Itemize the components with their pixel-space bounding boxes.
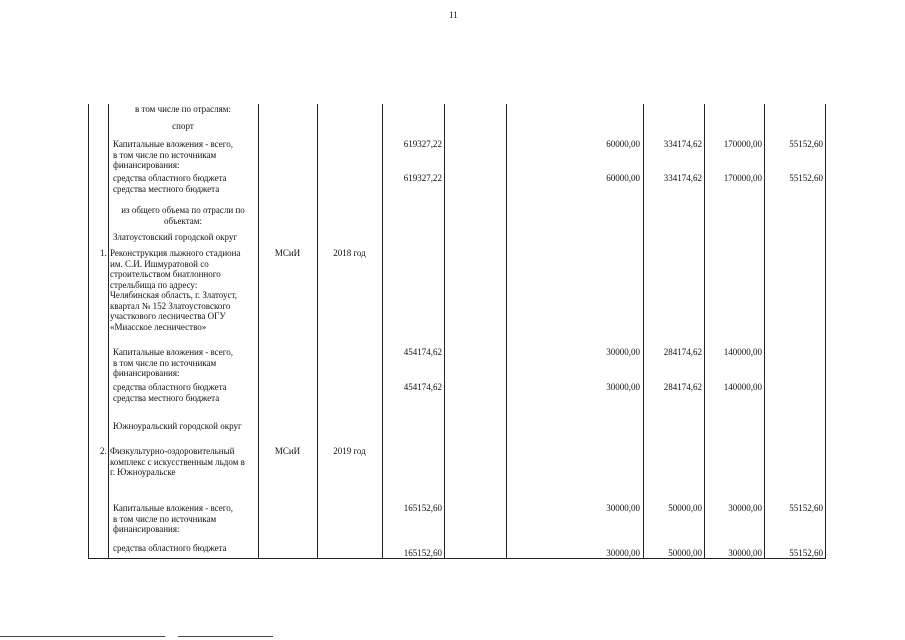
object1-total-value: 140000,00 (723, 347, 762, 357)
budget-table (88, 104, 826, 559)
object1-number: 1. (100, 248, 107, 258)
object1-name: Реконструкция лыжного стадиона им. С.И. Ишмуратовой со строительством биатлонного стрельбища по адресу: Челябинская область, г. Златоуст, квартал № 152 Златоустовского участкового лесничества ОГУ «Миасское лесничество» (110, 248, 241, 332)
object1-budget-value: 30000,00 (606, 382, 640, 392)
total-label: Капитальные вложения - всего, в том числе по источникам финансирования: (113, 139, 233, 170)
total-value: 60000,00 (606, 139, 640, 149)
object2-district: Южноуральский городской округ (113, 421, 242, 431)
object2-budget-value: 50000,00 (668, 548, 702, 558)
budget-labels: средства областного бюджета средства местного бюджета (113, 173, 227, 194)
object2-total-value: 165152,60 (403, 503, 442, 513)
object1-budget-value: 284174,62 (663, 382, 702, 392)
col-line (825, 104, 826, 559)
object1-budget-value: 454174,62 (403, 382, 442, 392)
object1-total-value: 284174,62 (663, 347, 702, 357)
objects-header: из общего объема по отрасли по объектам: (121, 205, 245, 226)
footer-line (178, 636, 273, 637)
col-line (258, 104, 259, 559)
object1-budget-labels: средства областного бюджета средства местного бюджета (113, 382, 227, 403)
object1-total-value: 30000,00 (606, 347, 640, 357)
col-line (444, 104, 445, 559)
object2-budget-value: 55152,60 (789, 548, 823, 558)
object2-total-value: 55152,60 (789, 503, 823, 513)
object1-district: Златоустовский городской округ (113, 232, 238, 242)
footer-line (0, 636, 165, 637)
budget-value: 619327,22 (403, 173, 442, 183)
object1-total-value: 454174,62 (403, 347, 442, 357)
total-value: 619327,22 (403, 139, 442, 149)
object2-name: Физкультурно-оздоровительный комплекс с искусственным льдом в г. Южноуральске (110, 446, 245, 477)
object2-total-value: 30000,00 (606, 503, 640, 513)
object2-total-value: 50000,00 (668, 503, 702, 513)
sectors-subheader: в том числе по отраслям: (135, 104, 231, 114)
object2-budget-value: 165152,60 (403, 548, 442, 558)
object2-budget-value: 30000,00 (728, 548, 762, 558)
page-number: 11 (449, 10, 458, 20)
object2-total-value: 30000,00 (728, 503, 762, 513)
sector-name: спорт (172, 121, 194, 131)
object1-budget-value: 140000,00 (723, 382, 762, 392)
total-value: 170000,00 (723, 139, 762, 149)
budget-value: 60000,00 (606, 173, 640, 183)
object2-budget-value: 30000,00 (606, 548, 640, 558)
col-line (108, 104, 109, 559)
col-line (317, 104, 318, 559)
budget-value: 55152,60 (789, 173, 823, 183)
total-value: 334174,62 (663, 139, 702, 149)
object1-customer: МСиИ (274, 248, 301, 258)
object2-year: 2019 год (333, 446, 366, 456)
budget-value: 334174,62 (663, 173, 702, 183)
object2-customer: МСиИ (274, 446, 301, 456)
object1-total-label: Капитальные вложения - всего, в том числе по источникам финансирования: (113, 347, 233, 378)
object1-year: 2018 год (333, 248, 366, 258)
budget-value: 170000,00 (723, 173, 762, 183)
object2-number: 2. (100, 446, 107, 456)
object2-budget-label: средства областного бюджета (113, 543, 227, 553)
total-value: 55152,60 (789, 139, 823, 149)
col-line (88, 104, 89, 559)
object2-total-label: Капитальные вложения - всего, в том числе по источникам финансирования: (113, 503, 233, 534)
